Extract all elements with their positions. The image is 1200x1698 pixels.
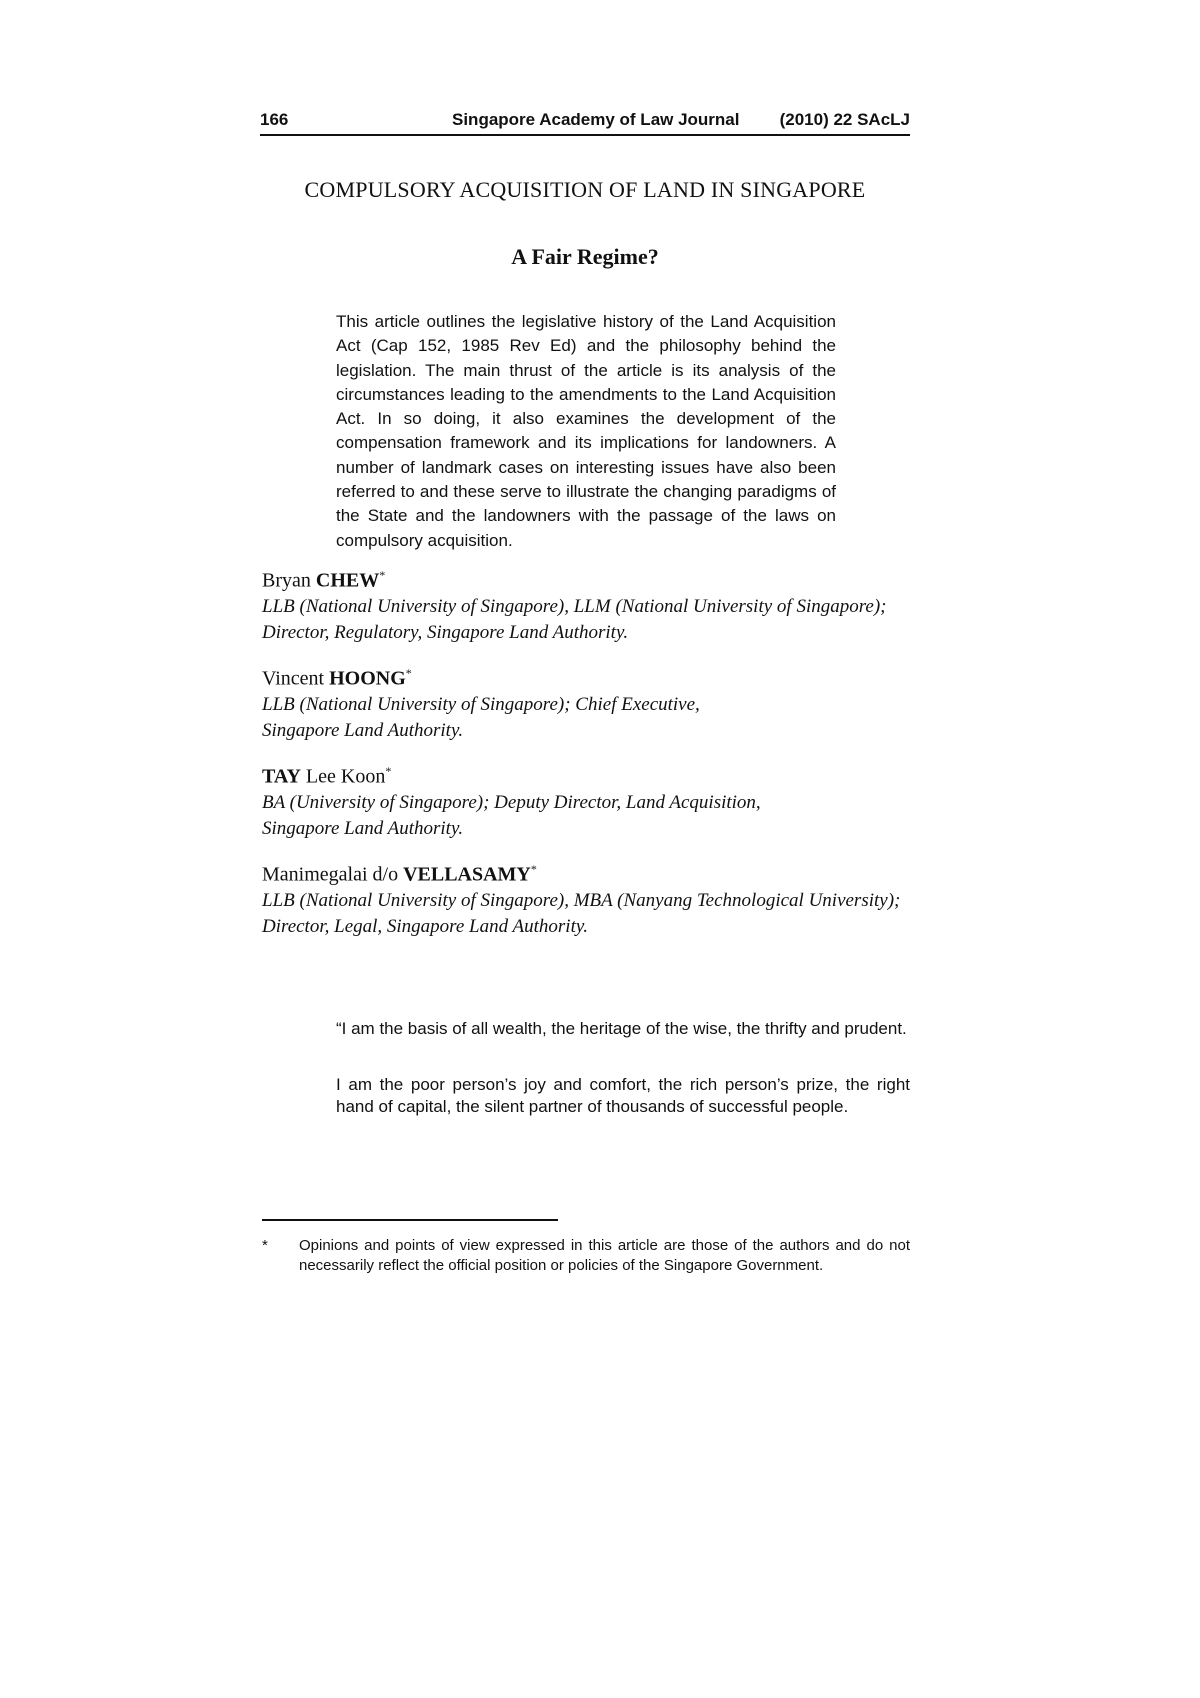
credentials-line: Singapore Land Authority. [262, 719, 464, 741]
footnote-marker: * [262, 1237, 268, 1254]
footnote-divider [262, 1219, 558, 1221]
epigraph-paragraph: “I am the basis of all wealth, the heritage of the wise, the thrifty and prudent. [336, 1019, 907, 1038]
author-block [262, 562, 922, 646]
author-footnote-marker: * [385, 764, 392, 778]
author-block [262, 660, 922, 744]
footnote-text: Opinions and points of view expressed in this article are those of the authors and do not necessarily reflect the official position or policies of the Singapore Government. [299, 1237, 910, 1274]
author-name [262, 660, 922, 692]
author-given-name: Manimegalai d/o [262, 863, 399, 886]
author-credentials [262, 692, 922, 744]
article-subtitle: A Fair Regime? [511, 244, 659, 269]
author-credentials: LLB (National University of Singapore), LLM (National University of Singapore); Director, Regulatory, Singapore Land Authority. [262, 595, 887, 643]
author-name [262, 758, 922, 790]
author-footnote-marker: * [379, 568, 386, 582]
header-journal-name: Singapore Academy of Law Journal [452, 110, 740, 129]
author-block [262, 758, 922, 842]
author-surname: VELLASAMY [403, 863, 531, 886]
article-title: COMPULSORY ACQUISITION OF LAND IN SINGAPORE [304, 177, 866, 202]
author-name [262, 562, 922, 594]
author-surname: TAY [262, 765, 301, 788]
author-given-name: Vincent [262, 667, 325, 690]
article-abstract: This article outlines the legislative history of the Land Acquisition Act (Cap 152, 1985 Rev Ed) and the philosophy behind the legislation. The main thrust of the article is its analysis of the circumstances leading to the amendments to the Land Acquisition Act. In so doing, it also examines the development of the compensation framework and its implications for landowners. A number of landmark cases on interesting issues have also been referred to and these serve to illustrate the changing paradigms of the State and the landowners with the passage of the laws on compulsory acquisition. [336, 312, 836, 550]
author-footnote-marker: * [405, 666, 412, 680]
header-page-number: 166 [260, 110, 289, 129]
author-name [262, 856, 922, 888]
author-credentials [262, 790, 922, 842]
header-citation: (2010) 22 SAcLJ [779, 110, 910, 129]
author-surname: CHEW [315, 569, 380, 592]
credentials-line: LLB (National University of Singapore); Chief Executive, [262, 693, 700, 715]
author-surname: HOONG [329, 667, 406, 690]
author-given-name: Lee Koon [305, 765, 386, 788]
epigraph-paragraph: I am the poor person’s joy and comfort, the rich person’s prize, the right hand of capital, the silent partner of thousands of successful people. [336, 1075, 910, 1116]
author-footnote-marker: * [530, 862, 537, 876]
author-credentials: LLB (National University of Singapore), MBA (Nanyang Technological University); Director, Legal, Singapore Land Authority. [262, 889, 901, 937]
credentials-line: Singapore Land Authority. [262, 817, 464, 839]
author-block [262, 856, 922, 940]
credentials-line: BA (University of Singapore); Deputy Director, Land Acquisition, [262, 791, 761, 813]
running-header [260, 106, 910, 136]
author-given-name: Bryan [262, 569, 311, 592]
